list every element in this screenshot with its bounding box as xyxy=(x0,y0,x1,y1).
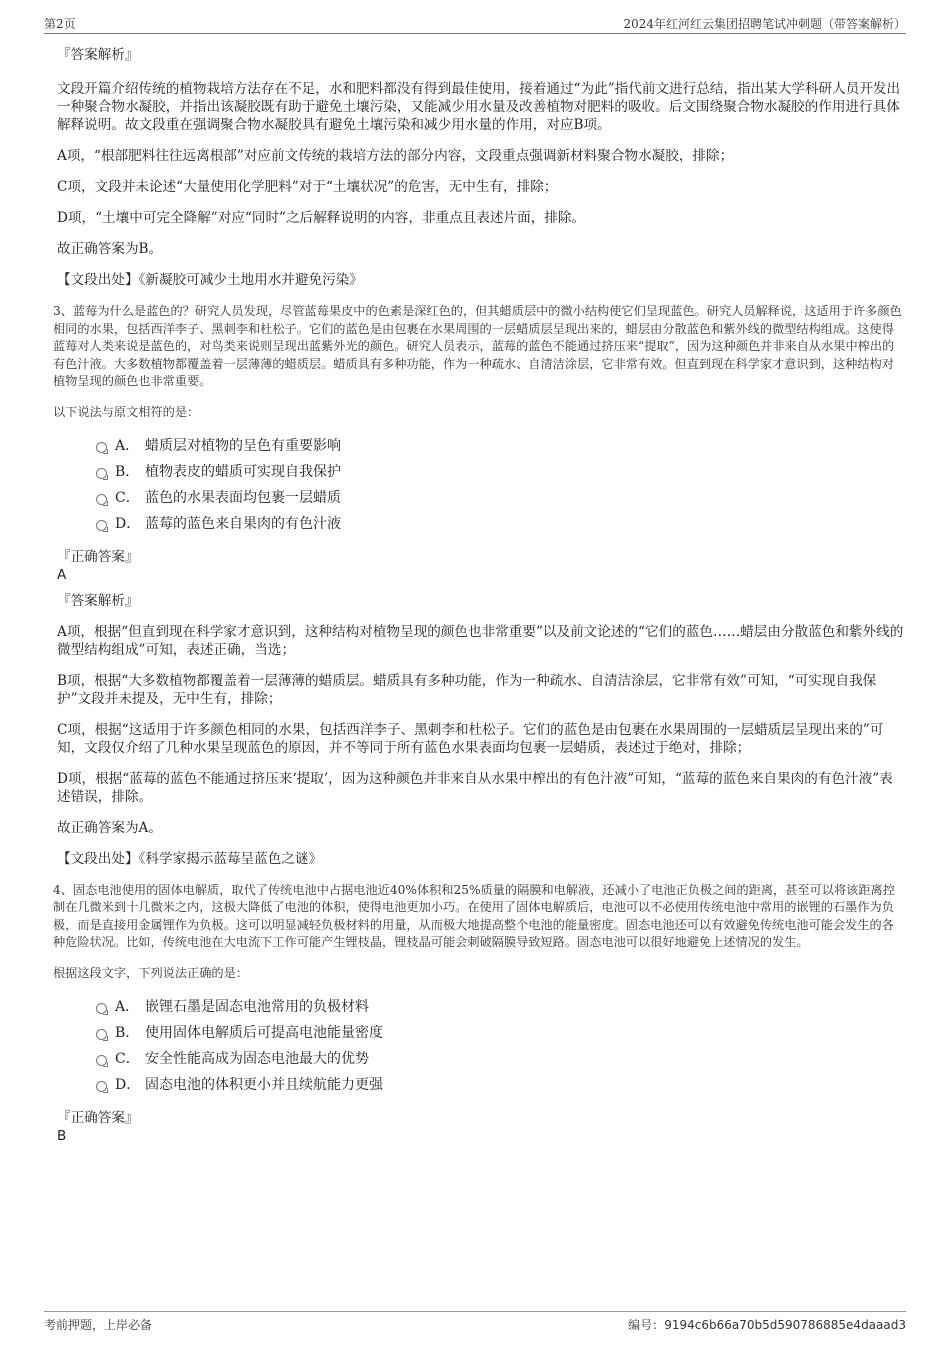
q3-option-b[interactable]: B． 植物表皮的蜡质可实现自我保护 xyxy=(57,459,906,485)
q2-option-a-analysis: A项，“根部肥料往往远离根部”对应前文传统的栽培方法的部分内容，文段重点强调新材料聚合物水凝胶，排除； xyxy=(57,148,734,164)
footer-slogan: 考前押题，上岸必备 xyxy=(44,1318,153,1332)
radio-icon[interactable] xyxy=(96,468,107,479)
footer-code-label: 编号： xyxy=(628,1318,665,1332)
q4-options xyxy=(57,994,906,1098)
footer-code-value: 9194c6b66a70b5d590786885e4daaad3 xyxy=(664,1318,906,1332)
q3-conclusion: 故正确答案为A。 xyxy=(57,819,162,836)
q2-source: 【文段出处】《新凝胶可减少土地用水并避免污染》 xyxy=(57,272,363,288)
radio-icon[interactable] xyxy=(96,442,107,453)
q3-option-c-analysis: C项，根据“这适用于许多颜色相同的水果，包括西洋李子、黑刺李和杜松子。它们的蓝色是由包裹在水果周围的一层蜡质层呈现出来的”可知，文段仅介绍了几种水果呈现蓝色的原因，并不等同于所有蓝色水果表面均包裹一层蜡质，表述过于绝对，排除； xyxy=(57,721,884,756)
q3-option-d-analysis: D项，根据“蓝莓的蓝色不能通过挤压来‘提取’，因为这种颜色并非来自从水果中榨出的有色汁液”可知，“蓝莓的蓝色来自果肉的有色汁液”表述错误，排除。 xyxy=(57,770,893,805)
radio-icon[interactable] xyxy=(96,520,107,531)
q3-option-c[interactable]: C． 蓝色的水果表面均包裹一层蜡质 xyxy=(57,485,906,511)
page-header xyxy=(44,13,906,34)
q4-option-a[interactable]: A． 嵌锂石墨是固态电池常用的负极材料 xyxy=(57,994,906,1020)
q3-option-d[interactable]: D． 蓝莓的蓝色来自果肉的有色汁液 xyxy=(57,511,906,537)
q3-option-a[interactable]: A． 蜡质层对植物的呈色有重要影响 xyxy=(57,433,906,459)
q2-option-c-analysis: C项，文段并未论述“大量使用化学肥料”对于“土壤状况”的危害，无中生有，排除； xyxy=(57,179,558,195)
radio-icon[interactable] xyxy=(96,1081,107,1092)
q3-correct-label: 『正确答案』 xyxy=(57,548,139,565)
radio-icon[interactable] xyxy=(96,494,107,505)
radio-icon[interactable] xyxy=(96,1003,107,1014)
footer-code xyxy=(628,1315,906,1335)
page-content xyxy=(53,46,906,1153)
q3-option-a-analysis: A项，根据“但直到现在科学家才意识到，这种结构对植物呈现的颜色也非常重要”以及前文论述的“它们的蓝色……蜡层由分散蓝色和紫外线的微型结构组成”可知，表述正确，当选； xyxy=(57,623,904,658)
q3-options xyxy=(57,433,906,537)
q2-analysis-label: 『答案解析』 xyxy=(57,47,139,63)
q4-correct-label: 『正确答案』 xyxy=(57,1109,139,1126)
q4-passage: 4、固态电池使用的固体电解质，取代了传统电池中占据电池近40%体积和25%质量的隔膜和电解液，还减小了电池正负极之间的距离，甚至可以将该距离控制在几微米到十几微米之内，这极大降低了电池的体积，使得电池更加小巧。在使用了固体电解质后，电池可以不必使用传统电池中常用的嵌锂的石墨作为负极，而是直接用金属锂作为负极。这可以明显减轻负极材料的用量，从而极大地提高整个电池的能量密度。固态电池还可以有效避免传统电池可能会发生的各种危险状况。比如，传统电池在大电流下工作可能产生锂枝晶，锂枝晶可能会刺破隔膜导致短路。固态电池可以很好地避免上述情况的发生。 xyxy=(53,882,895,949)
q4-option-b[interactable]: B． 使用固体电解质后可提高电池能量密度 xyxy=(57,1020,906,1046)
q3-passage: 3、蓝莓为什么是蓝色的？研究人员发现，尽管蓝莓果皮中的色素是深红色的，但其蜡质层中的微小结构使它们呈现蓝色。研究人员解释说，这适用于许多颜色相同的水果，包括西洋李子、黑刺李和杜松子。它们的蓝色是由包裹在水果周围的一层蜡质层呈现出来的，蜡层由分散蓝色和紫外线的微型结构组成。这使得蓝莓对人类来说是蓝色的，对鸟类来说则呈现出蓝紫外光的颜色。研究人员表示，蓝莓的蓝色不能通过挤压来“提取”，因为这种颜色并非来自从水果中榨出的有色汁液。大多数植物都覆盖着一层薄薄的蜡质层。蜡质具有多种功能，作为一种疏水、自清洁涂层，它非常有效。但直到现在科学家才意识到，这种结构对植物呈现的颜色也非常重要。 xyxy=(53,304,902,388)
q3-analysis-label: 『答案解析』 xyxy=(57,592,139,609)
document-title: 2024年红河红云集团招聘笔试冲刺题（带答案解析） xyxy=(623,17,906,31)
radio-icon[interactable] xyxy=(96,1029,107,1040)
q4-option-d[interactable]: D． 固态电池的体积更小并且续航能力更强 xyxy=(57,1072,906,1098)
radio-icon[interactable] xyxy=(96,1055,107,1066)
q3-stem: 以下说法与原文相符的是： xyxy=(53,404,200,419)
q3-option-b-analysis: B项，根据“大多数植物都覆盖着一层薄薄的蜡质层。蜡质具有多种功能，作为一种疏水、自清洁涂层，它非常有效”可知，“可实现自我保护”文段并未提及，无中生有，排除； xyxy=(57,672,877,707)
q2-conclusion: 故正确答案为B。 xyxy=(57,241,163,257)
page-number: 第2页 xyxy=(44,17,76,31)
q2-analysis-paragraph: 文段开篇介绍传统的植物栽培方法存在不足，水和肥料都没有得到最佳使用，接着通过“为此”指代前文进行总结，指出某大学科研人员开发出一种聚合物水凝胶，并指出该凝胶既有助于避免土壤污染，又能减少用水量及改善植物对肥料的吸收。后文围绕聚合物水凝胶的作用进行具体解释说明。故文段重在强调聚合物水凝胶具有避免土壤污染和减少用水量的作用，对应B项。 xyxy=(57,81,901,133)
q4-correct-answer: B xyxy=(57,1127,67,1144)
q3-source: 【文段出处】《科学家揭示蓝莓呈蓝色之谜》 xyxy=(57,850,323,867)
q2-option-d-analysis: D项，“土壤中可完全降解”对应“同时”之后解释说明的内容，非重点且表述片面，排除。 xyxy=(57,210,586,226)
q4-stem: 根据这段文字，下列说法正确的是： xyxy=(53,965,248,980)
page-footer xyxy=(44,1311,906,1334)
q3-correct-answer: A xyxy=(57,566,67,583)
q4-option-c[interactable]: C． 安全性能高成为固态电池最大的优势 xyxy=(57,1046,906,1072)
